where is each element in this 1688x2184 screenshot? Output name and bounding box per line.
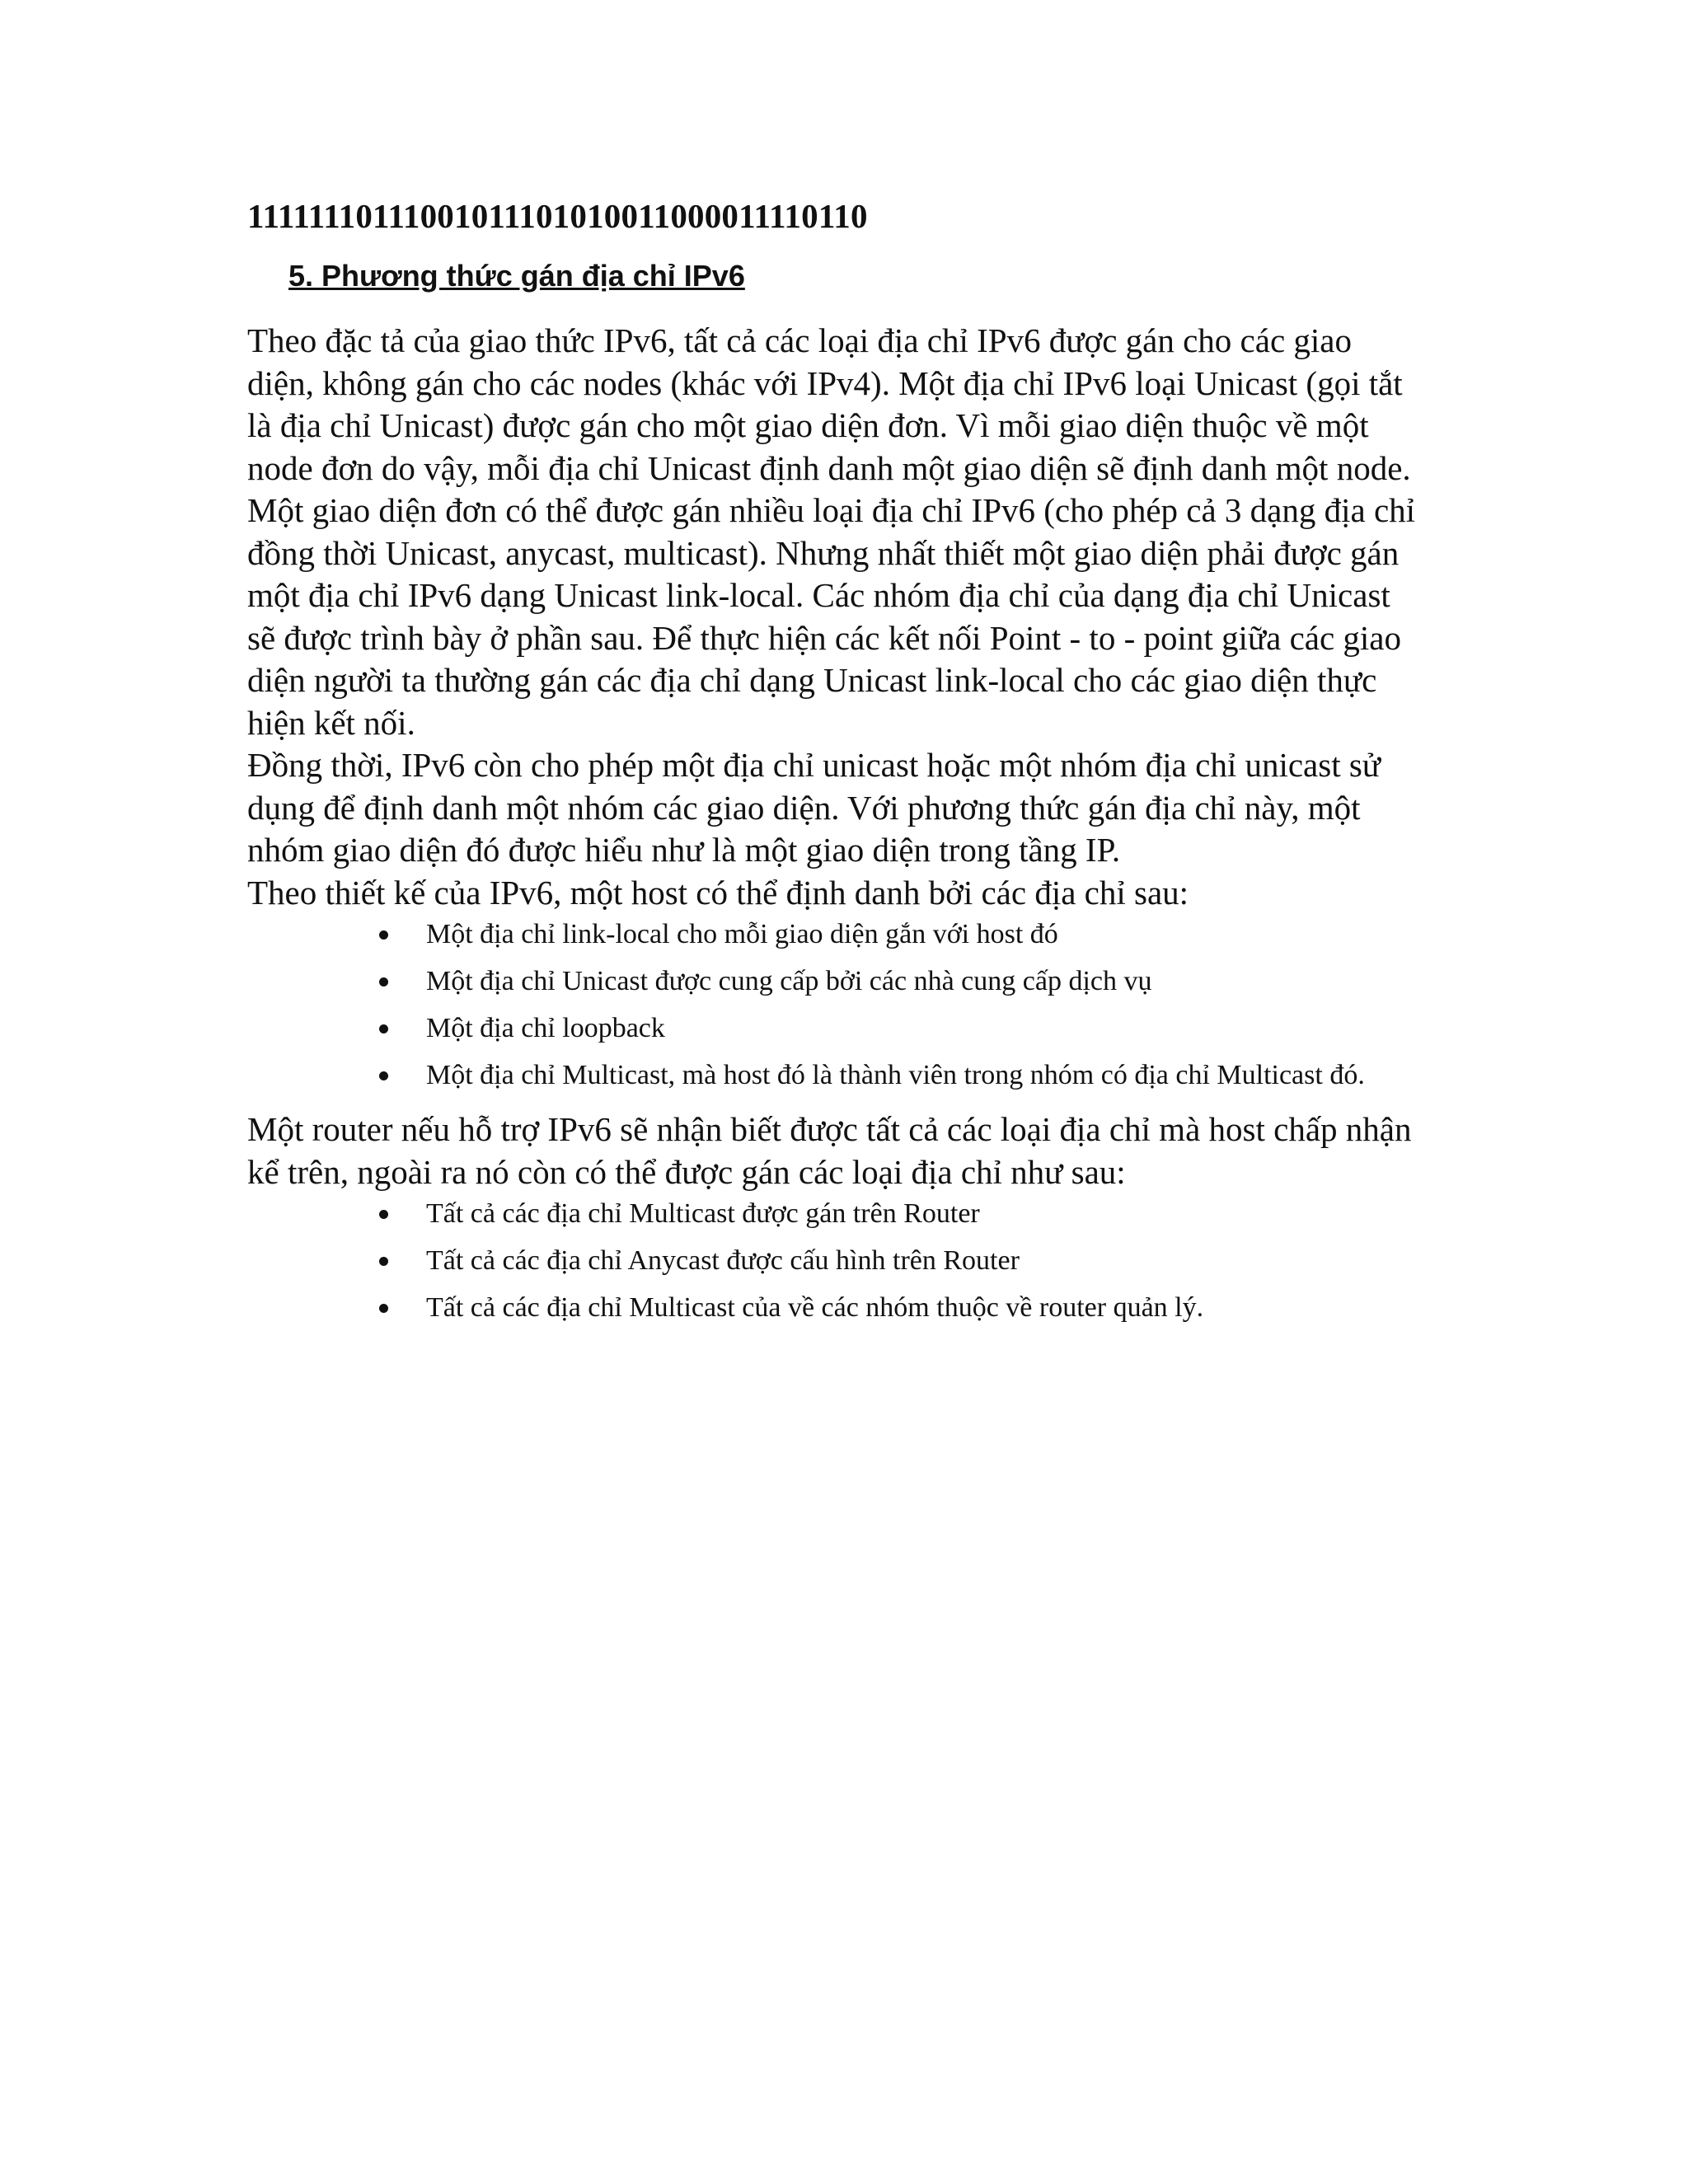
- list-item: [379, 1291, 1426, 1325]
- list-item-text: Một địa chỉ Unicast được cung cấp bởi các nhà cung cấp dịch vụ: [426, 966, 1152, 996]
- router-address-list: [379, 1197, 1426, 1325]
- document-page: [247, 194, 1426, 1338]
- bullet-icon: [379, 1210, 388, 1219]
- list-item-text: Một địa chỉ loopback: [426, 1013, 665, 1043]
- paragraph-group-interfaces: Đồng thời, IPv6 còn cho phép một địa chỉ unicast hoặc một nhóm địa chỉ unicast sử dụng để định danh một nhóm các giao diện. Với phương thức gán địa chỉ này, một nhóm giao diện đó được hiểu như là một giao diện trong tầng IP.: [247, 746, 1381, 869]
- paragraph-single-interface: Một giao diện đơn có thể được gán nhiều loại địa chỉ IPv6 (cho phép cả 3 dạng địa chỉ đồng thời Unicast, anycast, multicast). Nhưng nhất thiết một giao diện phải được gán một địa chỉ IPv6 dạng Unicast link-local. Các nhóm địa chỉ của dạng địa chỉ Unicast sẽ được trình bày ở phần sau. Để thực hiện các kết nối Point - to - point giữa các giao diện người ta thường gán các địa chỉ dạng Unicast link-local cho các giao diện thực hiện kết nối.: [247, 491, 1416, 742]
- host-address-list: [379, 917, 1426, 1093]
- list-item: [379, 917, 1426, 952]
- bullet-icon: [379, 1024, 388, 1033]
- list-item-text: Một địa chỉ Multicast, mà host đó là thành viên trong nhóm có địa chỉ Multicast đó.: [426, 1060, 1365, 1090]
- list-item-text: Một địa chỉ link-local cho mỗi giao diện gắn với host đó: [426, 919, 1058, 949]
- paragraph-router: Một router nếu hỗ trợ IPv6 sẽ nhận biết được tất cả các loại địa chỉ mà host chấp nhận kể trên, ngoài ra nó còn có thể được gán các loại địa chỉ như sau:: [247, 1110, 1412, 1191]
- section-heading: 5. Phương thức gán địa chỉ IPv6: [288, 259, 745, 293]
- list-item: [379, 1011, 1426, 1046]
- paragraph-interfaces: Theo đặc tả của giao thức IPv6, tất cả các loại địa chỉ IPv6 được gán cho các giao diện, không gán cho các nodes (khác với IPv4). Một địa chỉ IPv6 loại Unicast (gọi tắt là địa chỉ Unicast) được gán cho một giao diện đơn. Vì mỗi giao diện thuộc về một node đơn do vậy, mỗi địa chỉ Unicast định danh một giao diện sẽ định danh một node.: [247, 321, 1411, 487]
- bullet-icon: [379, 977, 388, 987]
- list-item: [379, 1197, 1426, 1231]
- bullet-icon: [379, 1304, 388, 1313]
- list-item-text: Tất cả các địa chỉ Multicast được gán trên Router: [426, 1198, 980, 1229]
- list-item-text: Tất cả các địa chỉ Multicast của về các nhóm thuộc về router quản lý.: [426, 1292, 1204, 1323]
- bullet-icon: [379, 930, 388, 940]
- list-item: [379, 964, 1426, 999]
- paragraph-host-intro: Theo thiết kế của IPv6, một host có thể định danh bởi các địa chỉ sau:: [247, 873, 1189, 912]
- bullet-icon: [379, 1257, 388, 1266]
- bullet-icon: [379, 1071, 388, 1080]
- list-item-text: Tất cả các địa chỉ Anycast được cấu hình trên Router: [426, 1245, 1020, 1276]
- binary-string: 11111110111001011101010011000011110110: [247, 197, 868, 235]
- list-item: [379, 1058, 1426, 1093]
- list-item: [379, 1244, 1426, 1278]
